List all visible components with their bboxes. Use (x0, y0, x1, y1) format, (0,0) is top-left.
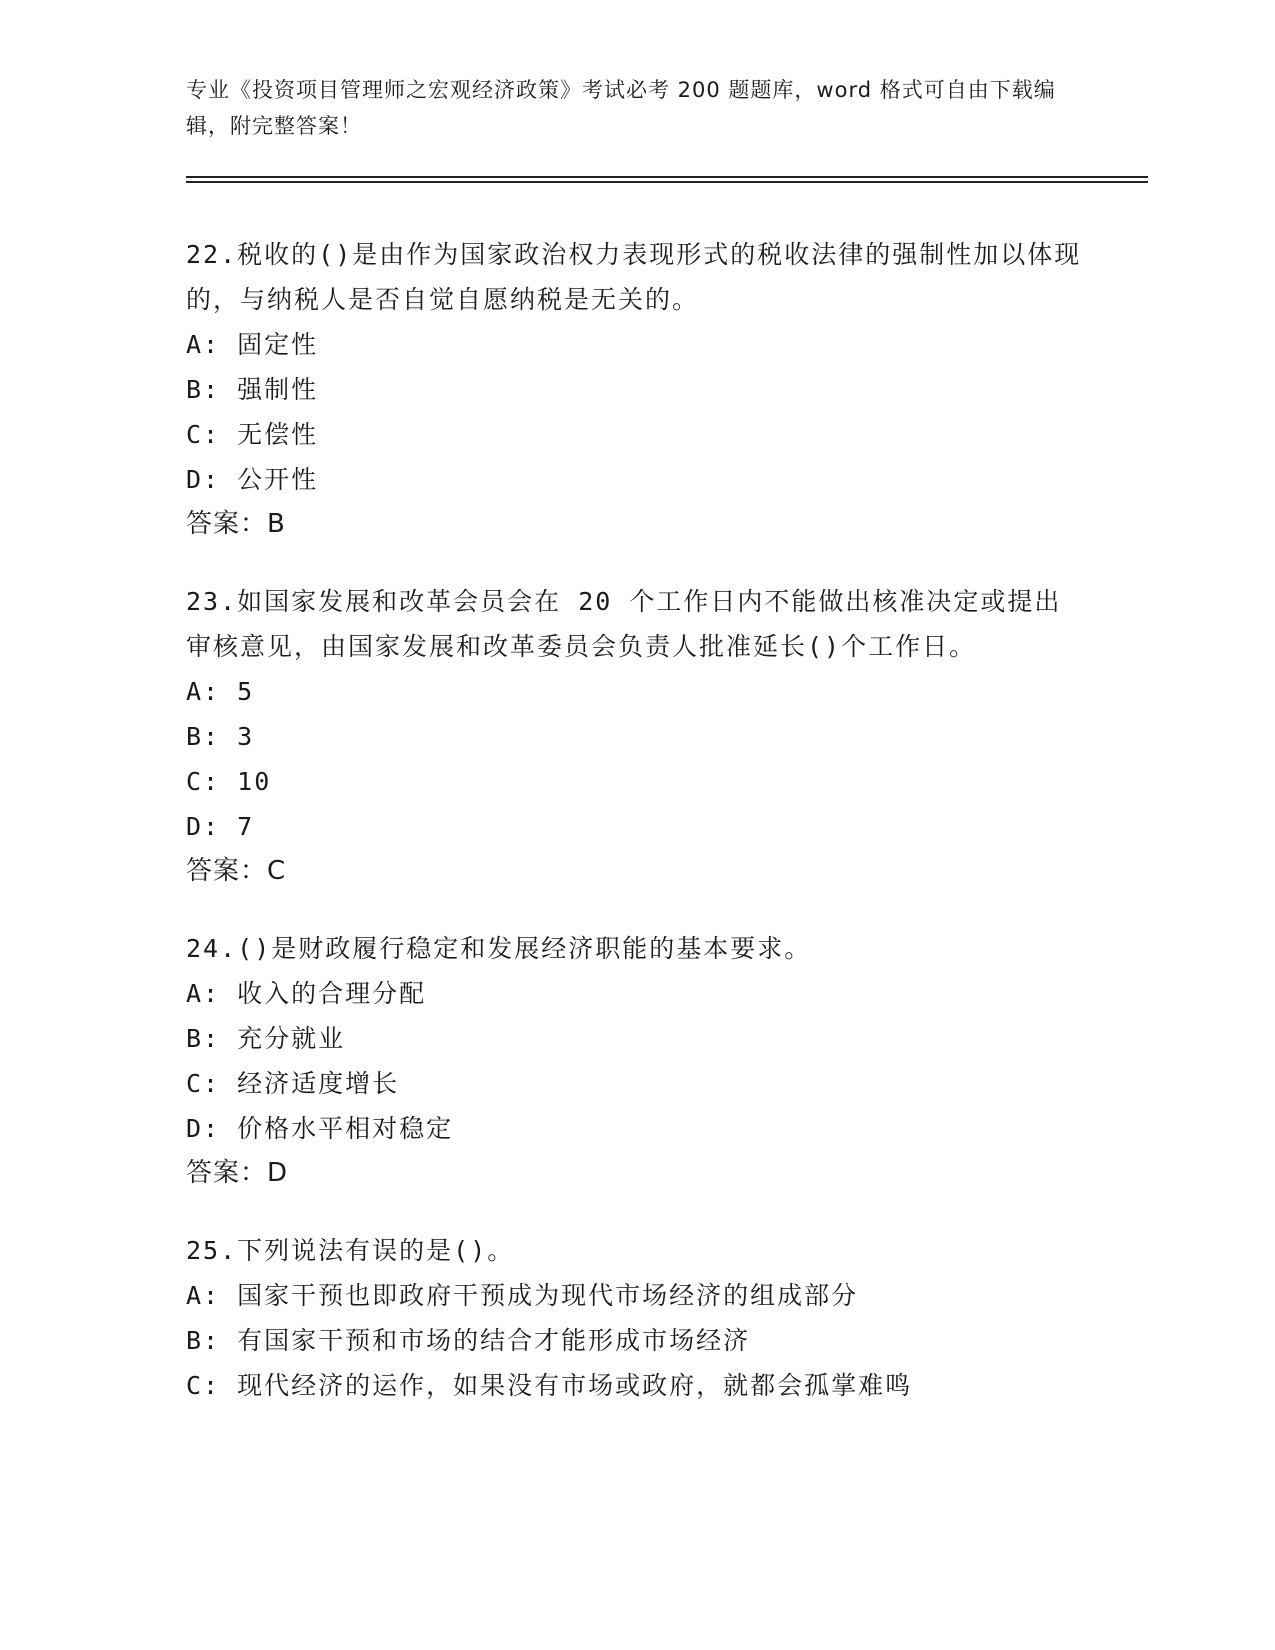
header-text: 专业《投资项目管理师之宏观经济政策》考试必考 200 题题库，word 格式可自由下载编辑，附完整答案！ (186, 78, 1056, 138)
answer-line: 答案：B (186, 509, 286, 539)
answer-line: 答案：C (186, 856, 287, 886)
option-c: C: 经济适度增长 (186, 1069, 400, 1098)
question-25 (186, 1228, 1086, 1408)
option-a: A: 固定性 (186, 330, 319, 359)
question-stem: 24.()是财政履行稳定和发展经济职能的基本要求。 (186, 934, 812, 963)
question-23 (186, 579, 1086, 894)
header-divider-bottom (186, 181, 1148, 183)
option-a: A: 国家干预也即政府干预成为现代市场经济的组成部分 (186, 1281, 859, 1310)
question-stem: 23.如国家发展和改革会员会在 20 个工作日内不能做出核准决定或提出审核意见，由国家发展和改革委员会负责人批准延长()个工作日。 (186, 587, 1062, 661)
option-c: C: 无偿性 (186, 420, 319, 449)
question-stem: 22.税收的()是由作为国家政治权力表现形式的税收法律的强制性加以体现的，与纳税人是否自觉自愿纳税是无关的。 (186, 240, 1082, 314)
question-22 (186, 232, 1086, 547)
header-divider-top (186, 176, 1148, 178)
question-stem: 25.下列说法有误的是()。 (186, 1236, 515, 1265)
option-a: A: 5 (186, 677, 255, 706)
option-c: C: 现代经济的运作，如果没有市场或政府，就都会孤掌难鸣 (186, 1371, 913, 1400)
question-24 (186, 926, 1086, 1196)
option-d: D: 价格水平相对稳定 (186, 1114, 454, 1143)
option-b: B: 3 (186, 722, 255, 751)
option-b: B: 强制性 (186, 375, 319, 404)
option-c: C: 10 (186, 767, 272, 796)
option-d: D: 7 (186, 812, 255, 841)
option-a: A: 收入的合理分配 (186, 979, 427, 1008)
document-header (186, 72, 1066, 144)
option-b: B: 充分就业 (186, 1024, 346, 1053)
answer-line: 答案：D (186, 1158, 289, 1188)
option-b: B: 有国家干预和市场的结合才能形成市场经济 (186, 1326, 751, 1355)
question-list (186, 232, 1086, 1440)
option-d: D: 公开性 (186, 465, 319, 494)
